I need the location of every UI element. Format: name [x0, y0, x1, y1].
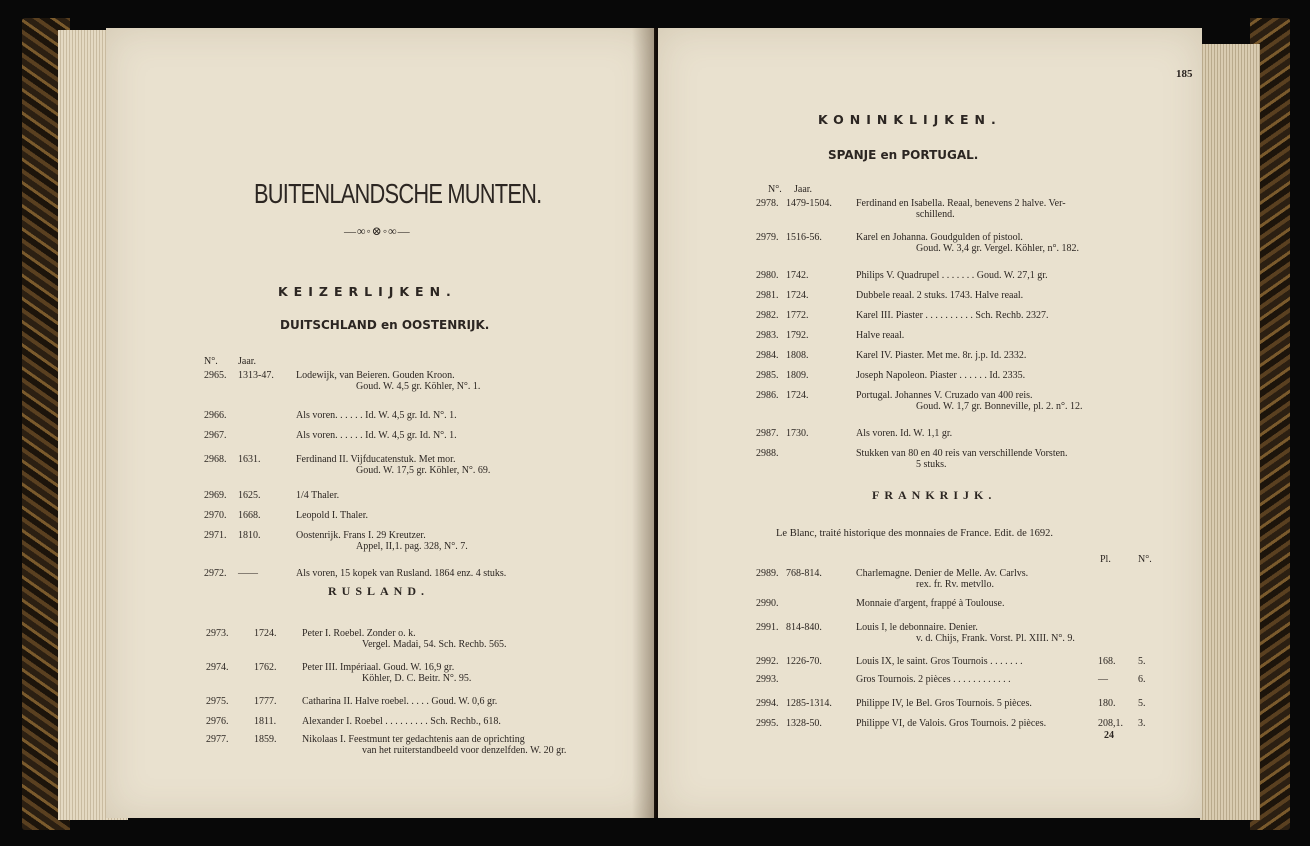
entry-no: 2980.: [756, 270, 779, 281]
entry-l2: rex. fr. Rv. metvllo.: [916, 579, 994, 590]
right-page: [658, 28, 1202, 818]
entry-year: 1631.: [238, 454, 261, 465]
entry-year: ——: [238, 568, 258, 579]
russia-heading: RUSLAND.: [328, 584, 430, 598]
page-title: BUITENLANDSCHE MUNTEN.: [254, 178, 542, 209]
entry-year: 814-840.: [786, 622, 822, 633]
entry-l1: Als voren. . . . . . Id. W. 4,5 gr. Id. N°. 1.: [296, 430, 457, 441]
entry-l1: Philips V. Quadrupel . . . . . . . Goud. W. 27,1 gr.: [856, 270, 1048, 281]
entry-no: 2977.: [206, 734, 229, 745]
entry-no: 2979.: [756, 232, 779, 243]
entry-n: 3.: [1138, 718, 1146, 729]
entry-l2: Köhler, D. C. Beitr. N°. 95.: [362, 673, 472, 684]
ornament: —∞◦⊗◦∞—: [344, 224, 411, 238]
entry-no: 2992.: [756, 656, 779, 667]
open-book: [22, 18, 1290, 830]
entry-no: 2993.: [756, 674, 779, 685]
country-heading: DUITSCHLAND en OOSTENRIJK.: [280, 318, 490, 332]
entry-no: 2965.: [204, 370, 227, 381]
entry-no: 2984.: [756, 350, 779, 361]
entry-year: 1809.: [786, 370, 809, 381]
signature-mark: 24: [1104, 730, 1114, 741]
entry-l1: Karel III. Piaster . . . . . . . . . . Sch. Rechb. 2327.: [856, 310, 1049, 321]
entry-no: 2990.: [756, 598, 779, 609]
section-heading: KONINKLIJKEN.: [818, 112, 1002, 127]
entry-pl: —: [1098, 674, 1108, 685]
entry-year: 768-814.: [786, 568, 822, 579]
entry-l1: Karel en Johanna. Goudgulden of pistool.: [856, 232, 1023, 243]
entry-year: 1777.: [254, 696, 277, 707]
entry-l1: Gros Tournois. 2 pièces . . . . . . . . . . . .: [856, 674, 1011, 685]
column-header-year: Jaar.: [238, 356, 257, 367]
entry-pl: 208,1.: [1098, 718, 1123, 729]
entry-no: 2974.: [206, 662, 229, 673]
entry-no: 2982.: [756, 310, 779, 321]
entry-l1: Oostenrijk. Frans I. 29 Kreutzer.: [296, 530, 426, 541]
page-number: 185: [1176, 68, 1193, 80]
page-edges-right: [1200, 44, 1260, 820]
entry-l1: Joseph Napoleon. Piaster . . . . . . Id. 2335.: [856, 370, 1026, 381]
entry-pl: 168.: [1098, 656, 1116, 667]
entry-l1: Nikolaas I. Feestmunt ter gedachtenis aan de oprichting: [302, 734, 525, 745]
france-reference: Le Blanc, traité historique des monnaies de France. Edit. de 1692.: [776, 528, 1054, 539]
entry-l1: Stukken van 80 en 40 reis van verschillende Vorsten.: [856, 448, 1068, 459]
entry-l1: Louis I, le debonnaire. Denier.: [856, 622, 978, 633]
entry-year: 1313-47.: [238, 370, 274, 381]
entry-l1: Philippe VI, de Valois. Gros Tournois. 2 pièces.: [856, 718, 1047, 729]
entry-l1: Catharina II. Halve roebel. . . . . Goud. W. 0,6 gr.: [302, 696, 498, 707]
entry-l2: van het ruiterstandbeeld voor denzelfden. W. 20 gr.: [362, 745, 567, 756]
entry-l2: v. d. Chijs, Frank. Vorst. Pl. XIII. N°. 9.: [916, 633, 1075, 644]
entry-l1: Lodewijk, van Beieren. Gouden Kroon.: [296, 370, 455, 381]
entry-n: 5.: [1138, 656, 1146, 667]
column-header-number: N°.: [204, 356, 218, 367]
left-page: [106, 28, 654, 818]
entry-year: 1479-1504.: [786, 198, 832, 209]
entry-year: 1668.: [238, 510, 261, 521]
entry-l2: Goud. W. 4,5 gr. Köhler, N°. 1.: [356, 381, 481, 392]
entry-no: 2986.: [756, 390, 779, 401]
entry-no: 2975.: [206, 696, 229, 707]
entry-year: 1810.: [238, 530, 261, 541]
entry-year: 1859.: [254, 734, 277, 745]
entry-l1: Dubbele reaal. 2 stuks. 1743. Halve reaal.: [856, 290, 1024, 301]
entry-no: 2983.: [756, 330, 779, 341]
entry-year: 1808.: [786, 350, 809, 361]
entry-no: 2972.: [204, 568, 227, 579]
entry-l1: 1/4 Thaler.: [296, 490, 340, 501]
entry-l2: Appel, II,1. pag. 328, N°. 7.: [356, 541, 468, 552]
entry-l1: Ferdinand II. Vijfducatenstuk. Met mor.: [296, 454, 456, 465]
entry-no: 2989.: [756, 568, 779, 579]
entry-no: 2966.: [204, 410, 227, 421]
entry-no: 2973.: [206, 628, 229, 639]
entry-l2: 5 stuks.: [916, 459, 947, 470]
entry-no: 2978.: [756, 198, 779, 209]
entry-year: 1724.: [254, 628, 277, 639]
entry-year: 1762.: [254, 662, 277, 673]
entry-year: 1328-50.: [786, 718, 822, 729]
entry-no: 2985.: [756, 370, 779, 381]
entry-no: 2995.: [756, 718, 779, 729]
entry-n: 6.: [1138, 674, 1146, 685]
entry-l1: Monnaie d'argent, frappé à Toulouse.: [856, 598, 1005, 609]
country-heading: SPANJE en PORTUGAL.: [828, 148, 979, 162]
entry-l1: Philippe IV, le Bel. Gros Tournois. 5 pièces.: [856, 698, 1032, 709]
entry-year: 1792.: [786, 330, 809, 341]
entry-year: 1226-70.: [786, 656, 822, 667]
entry-year: 1724.: [786, 390, 809, 401]
entry-l1: Portugal. Johannes V. Cruzado van 400 reis.: [856, 390, 1033, 401]
entry-l1: Alexander I. Roebel . . . . . . . . . Sch. Rechb., 618.: [302, 716, 501, 727]
column-header-plate: Pl.: [1100, 554, 1111, 565]
entry-l1: Als voren. . . . . . Id. W. 4,5 gr. Id. N°. 1.: [296, 410, 457, 421]
france-heading: FRANKRIJK.: [872, 488, 997, 502]
entry-pl: 180.: [1098, 698, 1116, 709]
column-header-n: N°.: [1138, 554, 1152, 565]
entry-no: 2970.: [204, 510, 227, 521]
entry-l1: Peter I. Roebel. Zonder o. k.: [302, 628, 416, 639]
entry-no: 2994.: [756, 698, 779, 709]
entry-l1: Peter III. Impériaal. Goud. W. 16,9 gr.: [302, 662, 455, 673]
entry-year: 1625.: [238, 490, 261, 501]
entry-no: 2981.: [756, 290, 779, 301]
entry-no: 2971.: [204, 530, 227, 541]
entry-l1: Charlemagne. Denier de Melle. Av. Carlvs.: [856, 568, 1029, 579]
entry-l1: Halve reaal.: [856, 330, 905, 341]
entry-year: 1772.: [786, 310, 809, 321]
entry-year: 1742.: [786, 270, 809, 281]
entry-no: 2987.: [756, 428, 779, 439]
entry-l1: Als voren, 15 kopek van Rusland. 1864 enz. 4 stuks.: [296, 568, 507, 579]
entry-l1: Leopold I. Thaler.: [296, 510, 369, 521]
entry-no: 2976.: [206, 716, 229, 727]
column-header-year: Jaar.: [794, 184, 813, 195]
entry-no: 2988.: [756, 448, 779, 459]
entry-l1: Louis IX, le saint. Gros Tournois . . . . . . .: [856, 656, 1023, 667]
section-heading: KEIZERLIJKEN.: [278, 284, 457, 299]
entry-l1: Karel IV. Piaster. Met me. 8r. j.p. Id. 2332.: [856, 350, 1027, 361]
entry-l1: Als voren. Id. W. 1,1 gr.: [856, 428, 953, 439]
entry-no: 2991.: [756, 622, 779, 633]
entry-no: 2967.: [204, 430, 227, 441]
entry-year: 1724.: [786, 290, 809, 301]
entry-l2: Goud. W. 3,4 gr. Vergel. Köhler, n°. 182.: [916, 243, 1079, 254]
entry-l2: Goud. W. 1,7 gr. Bonneville, pl. 2. n°. 12.: [916, 401, 1083, 412]
entry-year: 1516-56.: [786, 232, 822, 243]
entry-l1: Ferdinand en Isabella. Reaal, benevens 2 halve. Ver-: [856, 198, 1066, 209]
entry-l2: Vergel. Madai, 54. Sch. Rechb. 565.: [362, 639, 507, 650]
column-header-number: N°.: [768, 184, 782, 195]
entry-year: 1811.: [254, 716, 277, 727]
entry-n: 5.: [1138, 698, 1146, 709]
entry-year: 1285-1314.: [786, 698, 832, 709]
entry-l2: schillend.: [916, 209, 955, 220]
entry-no: 2968.: [204, 454, 227, 465]
entry-year: 1730.: [786, 428, 809, 439]
entry-l2: Goud. W. 17,5 gr. Köhler, N°. 69.: [356, 465, 491, 476]
entry-no: 2969.: [204, 490, 227, 501]
